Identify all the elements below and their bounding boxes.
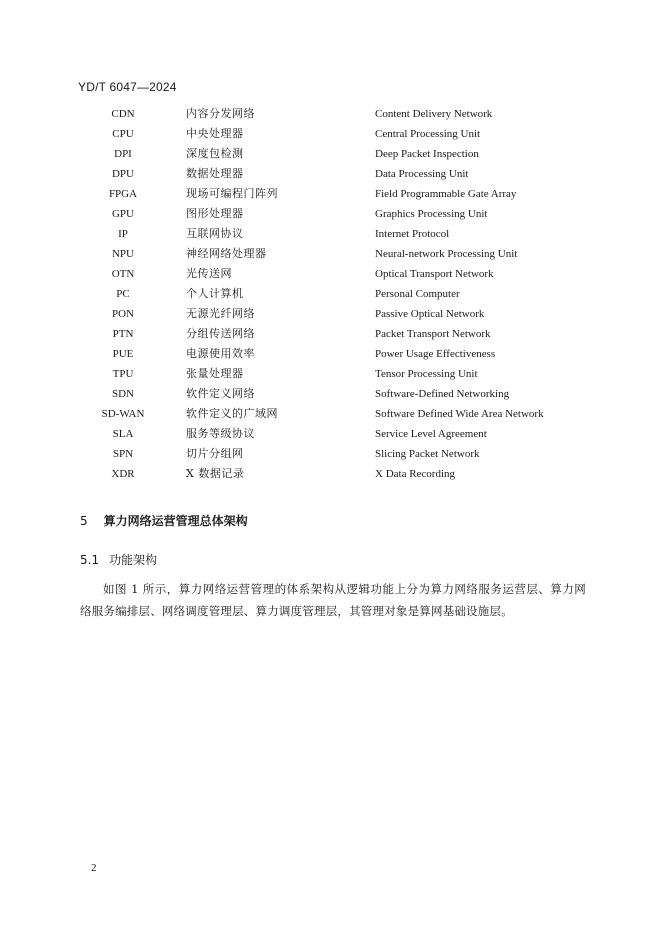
abbreviation-chinese: 张量处理器 <box>186 367 244 380</box>
abbreviation-term: PC <box>116 288 130 300</box>
abbreviation-chinese: 无源光纤网络 <box>186 307 255 320</box>
abbreviation-row <box>0 224 662 244</box>
abbreviation-chinese: 服务等级协议 <box>186 427 255 440</box>
abbreviation-term: GPU <box>111 208 134 220</box>
section-5-1-paragraph: 如图 1 所示，算力网络运营管理的体系架构从逻辑功能上分为算力网络服务运营层、算力网络服务编排层、网络调度管理层、算力调度管理层，其管理对象是算网基础设施层。 <box>80 582 586 618</box>
abbreviation-table <box>0 104 662 484</box>
abbreviation-row <box>0 444 662 464</box>
abbreviation-term: TPU <box>112 368 134 380</box>
abbreviation-term: PUE <box>112 348 134 360</box>
abbreviation-english: Software-Defined Networking <box>375 388 510 400</box>
abbreviation-row <box>0 364 662 384</box>
abbreviation-term: SLA <box>112 428 134 440</box>
abbreviation-chinese: 图形处理器 <box>186 207 244 220</box>
abbreviation-term: DPU <box>111 168 134 180</box>
abbreviation-chinese: 分组传送网络 <box>186 327 255 340</box>
abbreviation-english: Central Processing Unit <box>375 128 481 140</box>
abbreviation-row <box>0 424 662 444</box>
abbreviation-term: DPI <box>114 148 132 160</box>
abbreviation-chinese: 神经网络处理器 <box>186 247 267 260</box>
abbreviation-chinese: 软件定义网络 <box>186 387 255 400</box>
abbreviation-english: Graphics Processing Unit <box>375 208 488 220</box>
abbreviation-chinese: X 数据记录 <box>186 467 245 480</box>
abbreviation-row <box>0 384 662 404</box>
abbreviation-english: Optical Transport Network <box>375 268 494 280</box>
abbreviation-chinese: 深度包检测 <box>186 147 244 160</box>
document-id: YD/T 6047—2024 <box>78 80 177 94</box>
abbreviation-term: OTN <box>111 268 135 280</box>
abbreviation-row <box>0 464 662 484</box>
abbreviation-row <box>0 264 662 284</box>
abbreviation-english: Neural-network Processing Unit <box>375 248 518 260</box>
abbreviation-chinese: 中央处理器 <box>186 127 244 140</box>
abbreviation-term: SD-WAN <box>101 408 145 420</box>
abbreviation-chinese: 电源使用效率 <box>186 347 255 360</box>
abbreviation-row <box>0 104 662 124</box>
abbreviation-english: Tensor Processing Unit <box>375 368 478 380</box>
abbreviation-row <box>0 204 662 224</box>
abbreviation-term: CPU <box>112 128 134 140</box>
abbreviation-term: PTN <box>112 328 134 340</box>
abbreviation-chinese: 个人计算机 <box>186 287 244 300</box>
abbreviation-term: FPGA <box>108 188 138 200</box>
abbreviation-chinese: 互联网协议 <box>186 227 244 240</box>
abbreviation-chinese: 内容分发网络 <box>186 107 255 120</box>
abbreviation-english: Service Level Agreement <box>375 428 487 440</box>
abbreviation-english: Data Processing Unit <box>375 168 469 180</box>
abbreviation-row <box>0 304 662 324</box>
section-5-heading <box>80 512 248 529</box>
abbreviation-english: Personal Computer <box>375 288 460 300</box>
abbreviation-term: CDN <box>111 108 135 120</box>
abbreviation-row <box>0 184 662 204</box>
abbreviation-row <box>0 344 662 364</box>
abbreviation-row <box>0 284 662 304</box>
abbreviation-chinese: 数据处理器 <box>186 167 244 180</box>
abbreviation-term: PON <box>111 308 134 320</box>
abbreviation-chinese: 软件定义的广域网 <box>186 407 278 420</box>
abbreviation-english: Packet Transport Network <box>375 328 491 340</box>
section-5-number: 5 <box>80 514 88 528</box>
section-5-1-number: 5.1 <box>80 553 100 567</box>
abbreviation-english: Content Delivery Network <box>375 108 493 120</box>
abbreviation-row <box>0 144 662 164</box>
abbreviation-english: Software Defined Wide Area Network <box>375 408 544 420</box>
abbreviation-english: Internet Protocol <box>375 228 450 240</box>
abbreviation-english: X Data Recording <box>375 468 456 480</box>
abbreviation-english: Power Usage Effectiveness <box>375 348 496 360</box>
page-number: 2 <box>91 862 97 874</box>
abbreviation-chinese: 现场可编程门阵列 <box>186 187 278 200</box>
abbreviation-chinese: 光传送网 <box>186 267 232 280</box>
abbreviation-english: Slicing Packet Network <box>375 448 480 460</box>
section-5-1-title: 功能架构 <box>109 553 158 567</box>
abbreviation-term: IP <box>118 228 128 240</box>
abbreviation-english: Deep Packet Inspection <box>375 148 479 160</box>
section-5-1-heading <box>80 551 157 568</box>
abbreviation-term: XDR <box>111 468 135 480</box>
abbreviation-row <box>0 324 662 344</box>
abbreviation-english: Passive Optical Network <box>375 308 485 320</box>
abbreviation-row <box>0 244 662 264</box>
abbreviation-term: NPU <box>111 248 134 260</box>
abbreviation-row <box>0 404 662 424</box>
section-5-title: 算力网络运营管理总体架构 <box>103 514 248 528</box>
abbreviation-term: SDN <box>111 388 134 400</box>
abbreviation-english: Field Programmable Gate Array <box>375 188 517 200</box>
abbreviation-row <box>0 124 662 144</box>
abbreviation-term: SPN <box>112 448 134 460</box>
abbreviation-row <box>0 164 662 184</box>
abbreviation-chinese: 切片分组网 <box>186 447 244 460</box>
